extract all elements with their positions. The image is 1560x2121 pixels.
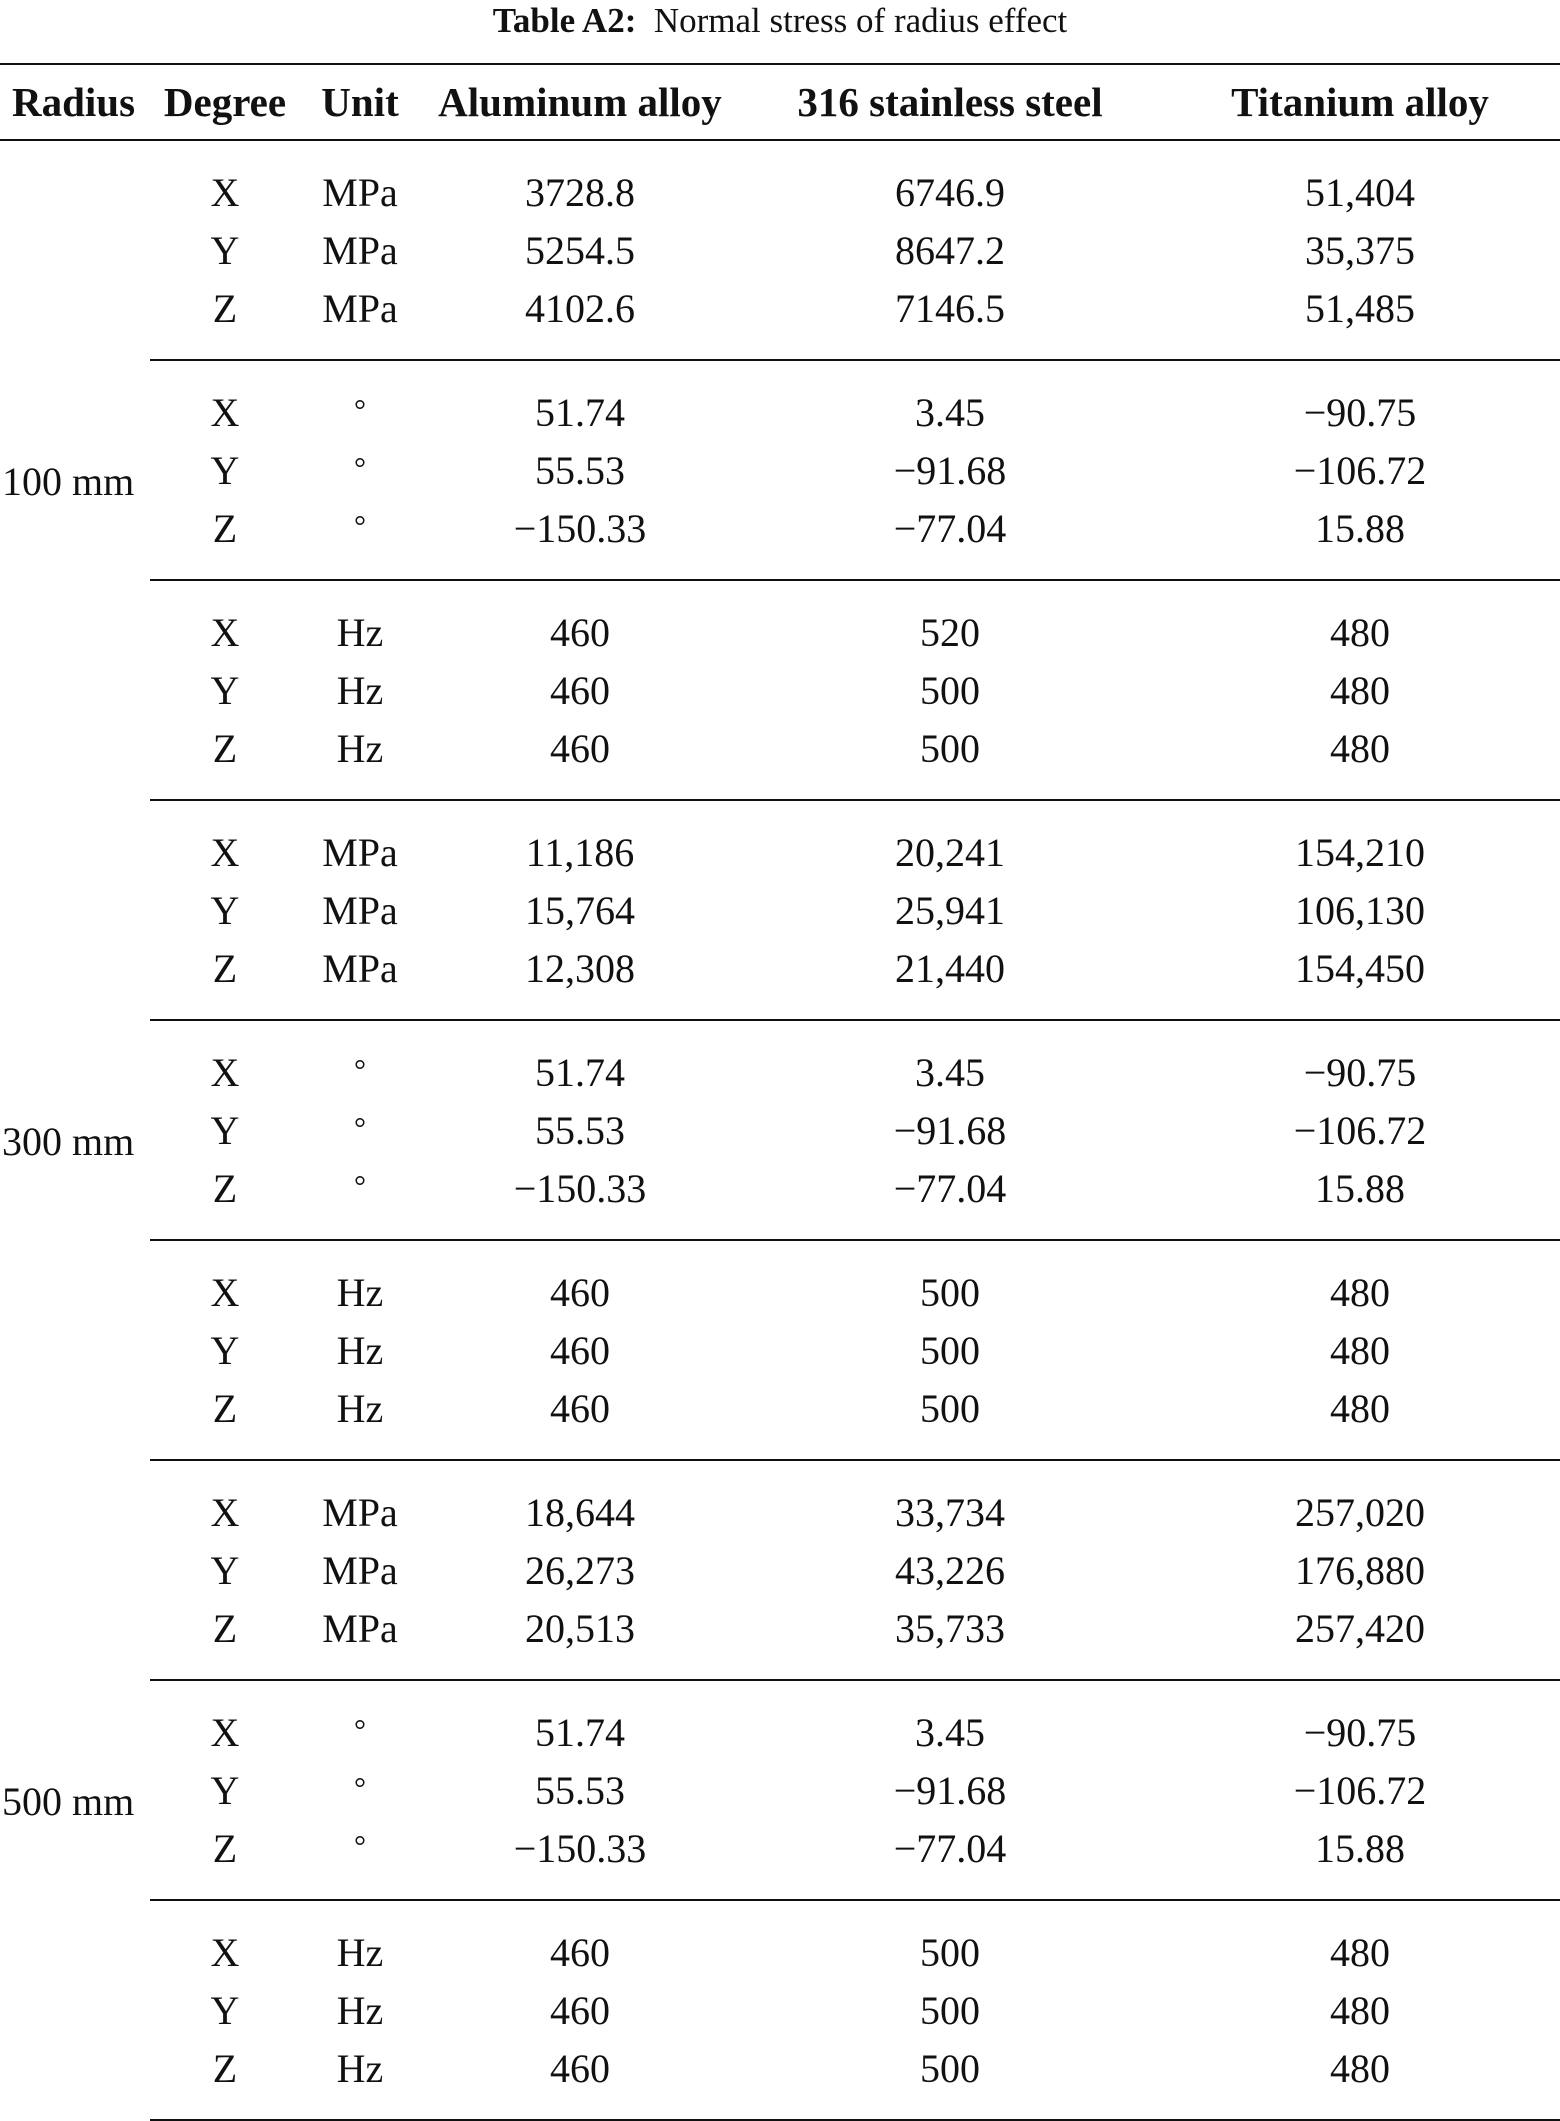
unit-cell: MPa xyxy=(322,887,398,933)
titanium-alloy-cell: −90.75 xyxy=(1303,389,1417,435)
degree-cell: X xyxy=(210,1709,240,1755)
table-row xyxy=(0,1321,1560,1379)
unit-cell xyxy=(300,360,420,441)
aluminum-alloy-cell: 460 xyxy=(420,719,740,800)
degree-cell: Z xyxy=(150,1379,300,1460)
unit-cell xyxy=(300,1819,420,1900)
stainless-steel-cell: 6746.9 xyxy=(895,169,1005,215)
titanium-alloy-cell: 480 xyxy=(1330,1987,1390,2033)
table-row xyxy=(0,2039,1560,2120)
table-row xyxy=(0,360,1560,441)
degree-symbol: ° xyxy=(354,394,366,427)
unit-cell: MPa xyxy=(322,227,398,273)
stainless-steel-cell: −91.68 xyxy=(893,1767,1007,1813)
table-row xyxy=(0,140,1560,221)
stainless-steel-cell: 7146.5 xyxy=(740,279,1160,360)
unit-cell: Hz xyxy=(336,1987,384,2033)
degree-cell: Z xyxy=(150,1599,300,1680)
unit-cell: MPa xyxy=(322,829,398,875)
unit-cell xyxy=(300,1680,420,1761)
stainless-steel-cell: 25,941 xyxy=(895,887,1005,933)
unit-cell: Hz xyxy=(336,609,384,655)
degree-cell: X xyxy=(210,1489,240,1535)
degree-symbol: ° xyxy=(354,452,366,485)
table-row xyxy=(0,1761,1560,1819)
aluminum-alloy-cell: 460 xyxy=(420,2039,740,2120)
aluminum-alloy-cell: 55.53 xyxy=(535,1767,625,1813)
stainless-steel-cell: 33,734 xyxy=(895,1489,1005,1535)
caption-label: Table A2: xyxy=(492,1,637,40)
stress-table xyxy=(0,63,1560,2121)
table-row xyxy=(0,580,1560,661)
unit-cell: Hz xyxy=(336,667,384,713)
table-row xyxy=(0,1240,1560,1321)
unit-cell: MPa xyxy=(322,169,398,215)
titanium-alloy-cell: 35,375 xyxy=(1305,227,1415,273)
unit-cell xyxy=(300,1761,420,1819)
unit-cell: MPa xyxy=(300,279,420,360)
stainless-steel-cell: 35,733 xyxy=(740,1599,1160,1680)
degree-cell: X xyxy=(210,609,240,655)
table-row xyxy=(0,221,1560,279)
aluminum-alloy-cell: 55.53 xyxy=(535,1107,625,1153)
unit-cell: Hz xyxy=(300,2039,420,2120)
aluminum-alloy-cell: 26,273 xyxy=(525,1547,635,1593)
aluminum-alloy-cell: −150.33 xyxy=(420,499,740,580)
titanium-alloy-cell: 257,020 xyxy=(1295,1489,1425,1535)
column-header-radius: Radius xyxy=(0,64,150,140)
degree-cell: Y xyxy=(210,1107,240,1153)
titanium-alloy-cell: 154,450 xyxy=(1160,939,1560,1020)
titanium-alloy-cell: 480 xyxy=(1160,2039,1560,2120)
titanium-alloy-cell: 51,404 xyxy=(1305,169,1415,215)
table-row xyxy=(0,1541,1560,1599)
stainless-steel-cell: 21,440 xyxy=(740,939,1160,1020)
titanium-alloy-cell: 106,130 xyxy=(1295,887,1425,933)
stainless-steel-cell: 520 xyxy=(920,609,980,655)
degree-symbol: ° xyxy=(354,1714,366,1747)
degree-cell: X xyxy=(210,1049,240,1095)
degree-symbol: ° xyxy=(354,1054,366,1087)
stainless-steel-cell: −91.68 xyxy=(893,1107,1007,1153)
unit-cell: Hz xyxy=(336,1929,384,1975)
stainless-steel-cell: 3.45 xyxy=(915,1709,985,1755)
table-row xyxy=(0,1159,1560,1240)
degree-cell: Y xyxy=(210,667,240,713)
degree-symbol: ° xyxy=(354,1772,366,1805)
aluminum-alloy-cell: 11,186 xyxy=(525,829,635,875)
degree-cell: Y xyxy=(210,227,240,273)
aluminum-alloy-cell: 20,513 xyxy=(420,1599,740,1680)
unit-cell xyxy=(300,1020,420,1101)
degree-cell: Y xyxy=(210,887,240,933)
stainless-steel-cell: 500 xyxy=(920,1929,980,1975)
degree-cell: Y xyxy=(210,1547,240,1593)
stainless-steel-cell: −77.04 xyxy=(740,499,1160,580)
unit-cell xyxy=(300,441,420,499)
degree-cell: X xyxy=(210,1929,240,1975)
titanium-alloy-cell: −106.72 xyxy=(1293,1767,1427,1813)
degree-cell: Y xyxy=(210,1767,240,1813)
table-row xyxy=(0,1379,1560,1460)
table-row xyxy=(0,1020,1560,1101)
column-header-316-stainless-steel: 316 stainless steel xyxy=(740,64,1160,140)
caption-text: Normal stress of radius effect xyxy=(653,1,1068,40)
column-header-unit: Unit xyxy=(300,64,420,140)
aluminum-alloy-cell: 5254.5 xyxy=(525,227,635,273)
titanium-alloy-cell: 480 xyxy=(1330,1929,1390,1975)
header-row xyxy=(0,64,1560,140)
titanium-alloy-cell: 480 xyxy=(1160,719,1560,800)
aluminum-alloy-cell: −150.33 xyxy=(420,1159,740,1240)
titanium-alloy-cell: 257,420 xyxy=(1160,1599,1560,1680)
titanium-alloy-cell: −106.72 xyxy=(1293,447,1427,493)
aluminum-alloy-cell: 15,764 xyxy=(525,887,635,933)
degree-cell: Z xyxy=(150,2039,300,2120)
stainless-steel-cell: −77.04 xyxy=(740,1159,1160,1240)
unit-cell xyxy=(300,1159,420,1240)
degree-cell: X xyxy=(210,1269,240,1315)
table-row xyxy=(0,1599,1560,1680)
aluminum-alloy-cell: 12,308 xyxy=(420,939,740,1020)
table-row xyxy=(0,939,1560,1020)
column-header-titanium-alloy: Titanium alloy xyxy=(1160,64,1560,140)
stainless-steel-cell: 20,241 xyxy=(895,829,1005,875)
table-row xyxy=(0,881,1560,939)
degree-cell: X xyxy=(210,389,240,435)
degree-cell: Y xyxy=(210,447,240,493)
unit-cell: MPa xyxy=(322,1547,398,1593)
table-row xyxy=(0,1101,1560,1159)
table-row xyxy=(0,661,1560,719)
unit-cell: Hz xyxy=(336,1327,384,1373)
aluminum-alloy-cell: 460 xyxy=(420,1379,740,1460)
degree-symbol: ° xyxy=(354,1112,366,1145)
table-row xyxy=(0,800,1560,881)
table-row xyxy=(0,1819,1560,1900)
table-row xyxy=(0,1900,1560,1981)
aluminum-alloy-cell: 460 xyxy=(550,1929,610,1975)
unit-cell xyxy=(300,499,420,580)
degree-symbol: ° xyxy=(354,1830,366,1863)
aluminum-alloy-cell: 51.74 xyxy=(535,1709,625,1755)
stainless-steel-cell: 500 xyxy=(740,719,1160,800)
table-row xyxy=(0,1981,1560,2039)
stainless-steel-cell: −91.68 xyxy=(893,447,1007,493)
titanium-alloy-cell: 480 xyxy=(1330,667,1390,713)
degree-cell: Z xyxy=(150,499,300,580)
degree-cell: Z xyxy=(150,1819,300,1900)
titanium-alloy-cell: 480 xyxy=(1330,1269,1390,1315)
table-caption xyxy=(0,0,1560,42)
stainless-steel-cell: 500 xyxy=(920,1269,980,1315)
aluminum-alloy-cell: 55.53 xyxy=(535,447,625,493)
unit-cell: Hz xyxy=(300,719,420,800)
unit-cell xyxy=(300,1101,420,1159)
table-row xyxy=(0,1680,1560,1761)
radius-cell: 300 mm xyxy=(2,1118,135,1164)
stainless-steel-cell: 8647.2 xyxy=(895,227,1005,273)
titanium-alloy-cell: 480 xyxy=(1330,1327,1390,1373)
degree-cell: Y xyxy=(210,1987,240,2033)
stainless-steel-cell: 43,226 xyxy=(895,1547,1005,1593)
titanium-alloy-cell: 51,485 xyxy=(1160,279,1560,360)
titanium-alloy-cell: 176,880 xyxy=(1295,1547,1425,1593)
table-row xyxy=(0,441,1560,499)
titanium-alloy-cell: −90.75 xyxy=(1303,1049,1417,1095)
titanium-alloy-cell: −90.75 xyxy=(1303,1709,1417,1755)
table-row xyxy=(0,719,1560,800)
stainless-steel-cell: 500 xyxy=(740,2039,1160,2120)
titanium-alloy-cell: 15.88 xyxy=(1160,1819,1560,1900)
table-row xyxy=(0,499,1560,580)
stainless-steel-cell: 500 xyxy=(920,667,980,713)
table-body xyxy=(0,140,1560,2120)
degree-cell: Z xyxy=(150,719,300,800)
degree-cell: Z xyxy=(150,1159,300,1240)
titanium-alloy-cell: 480 xyxy=(1160,1379,1560,1460)
degree-cell: X xyxy=(210,169,240,215)
degree-symbol: ° xyxy=(354,1170,366,1203)
aluminum-alloy-cell: 51.74 xyxy=(535,1049,625,1095)
column-header-aluminum-alloy: Aluminum alloy xyxy=(420,64,740,140)
stainless-steel-cell: 500 xyxy=(740,1379,1160,1460)
degree-cell: Y xyxy=(210,1327,240,1373)
aluminum-alloy-cell: 18,644 xyxy=(525,1489,635,1535)
aluminum-alloy-cell: 460 xyxy=(550,1269,610,1315)
degree-symbol: ° xyxy=(354,510,366,543)
radius-cell: 500 mm xyxy=(2,1778,135,1824)
degree-cell: Z xyxy=(150,279,300,360)
stainless-steel-cell: 500 xyxy=(920,1327,980,1373)
aluminum-alloy-cell: 51.74 xyxy=(535,389,625,435)
unit-cell: Hz xyxy=(300,1379,420,1460)
unit-cell: Hz xyxy=(336,1269,384,1315)
aluminum-alloy-cell: −150.33 xyxy=(420,1819,740,1900)
titanium-alloy-cell: −106.72 xyxy=(1293,1107,1427,1153)
degree-cell: X xyxy=(210,829,240,875)
stainless-steel-cell: 3.45 xyxy=(915,389,985,435)
aluminum-alloy-cell: 3728.8 xyxy=(525,169,635,215)
aluminum-alloy-cell: 460 xyxy=(550,1327,610,1373)
titanium-alloy-cell: 154,210 xyxy=(1295,829,1425,875)
stainless-steel-cell: −77.04 xyxy=(740,1819,1160,1900)
degree-cell: Z xyxy=(150,939,300,1020)
aluminum-alloy-cell: 460 xyxy=(550,609,610,655)
unit-cell: MPa xyxy=(322,1489,398,1535)
table-row xyxy=(0,279,1560,360)
titanium-alloy-cell: 15.88 xyxy=(1160,1159,1560,1240)
unit-cell: MPa xyxy=(300,939,420,1020)
column-header-degree: Degree xyxy=(150,64,300,140)
aluminum-alloy-cell: 4102.6 xyxy=(420,279,740,360)
aluminum-alloy-cell: 460 xyxy=(550,667,610,713)
unit-cell: MPa xyxy=(300,1599,420,1680)
table-row xyxy=(0,1460,1560,1541)
titanium-alloy-cell: 15.88 xyxy=(1160,499,1560,580)
radius-cell: 100 mm xyxy=(2,459,135,504)
stainless-steel-cell: 500 xyxy=(920,1987,980,2033)
aluminum-alloy-cell: 460 xyxy=(550,1987,610,2033)
stainless-steel-cell: 3.45 xyxy=(915,1049,985,1095)
titanium-alloy-cell: 480 xyxy=(1330,609,1390,655)
